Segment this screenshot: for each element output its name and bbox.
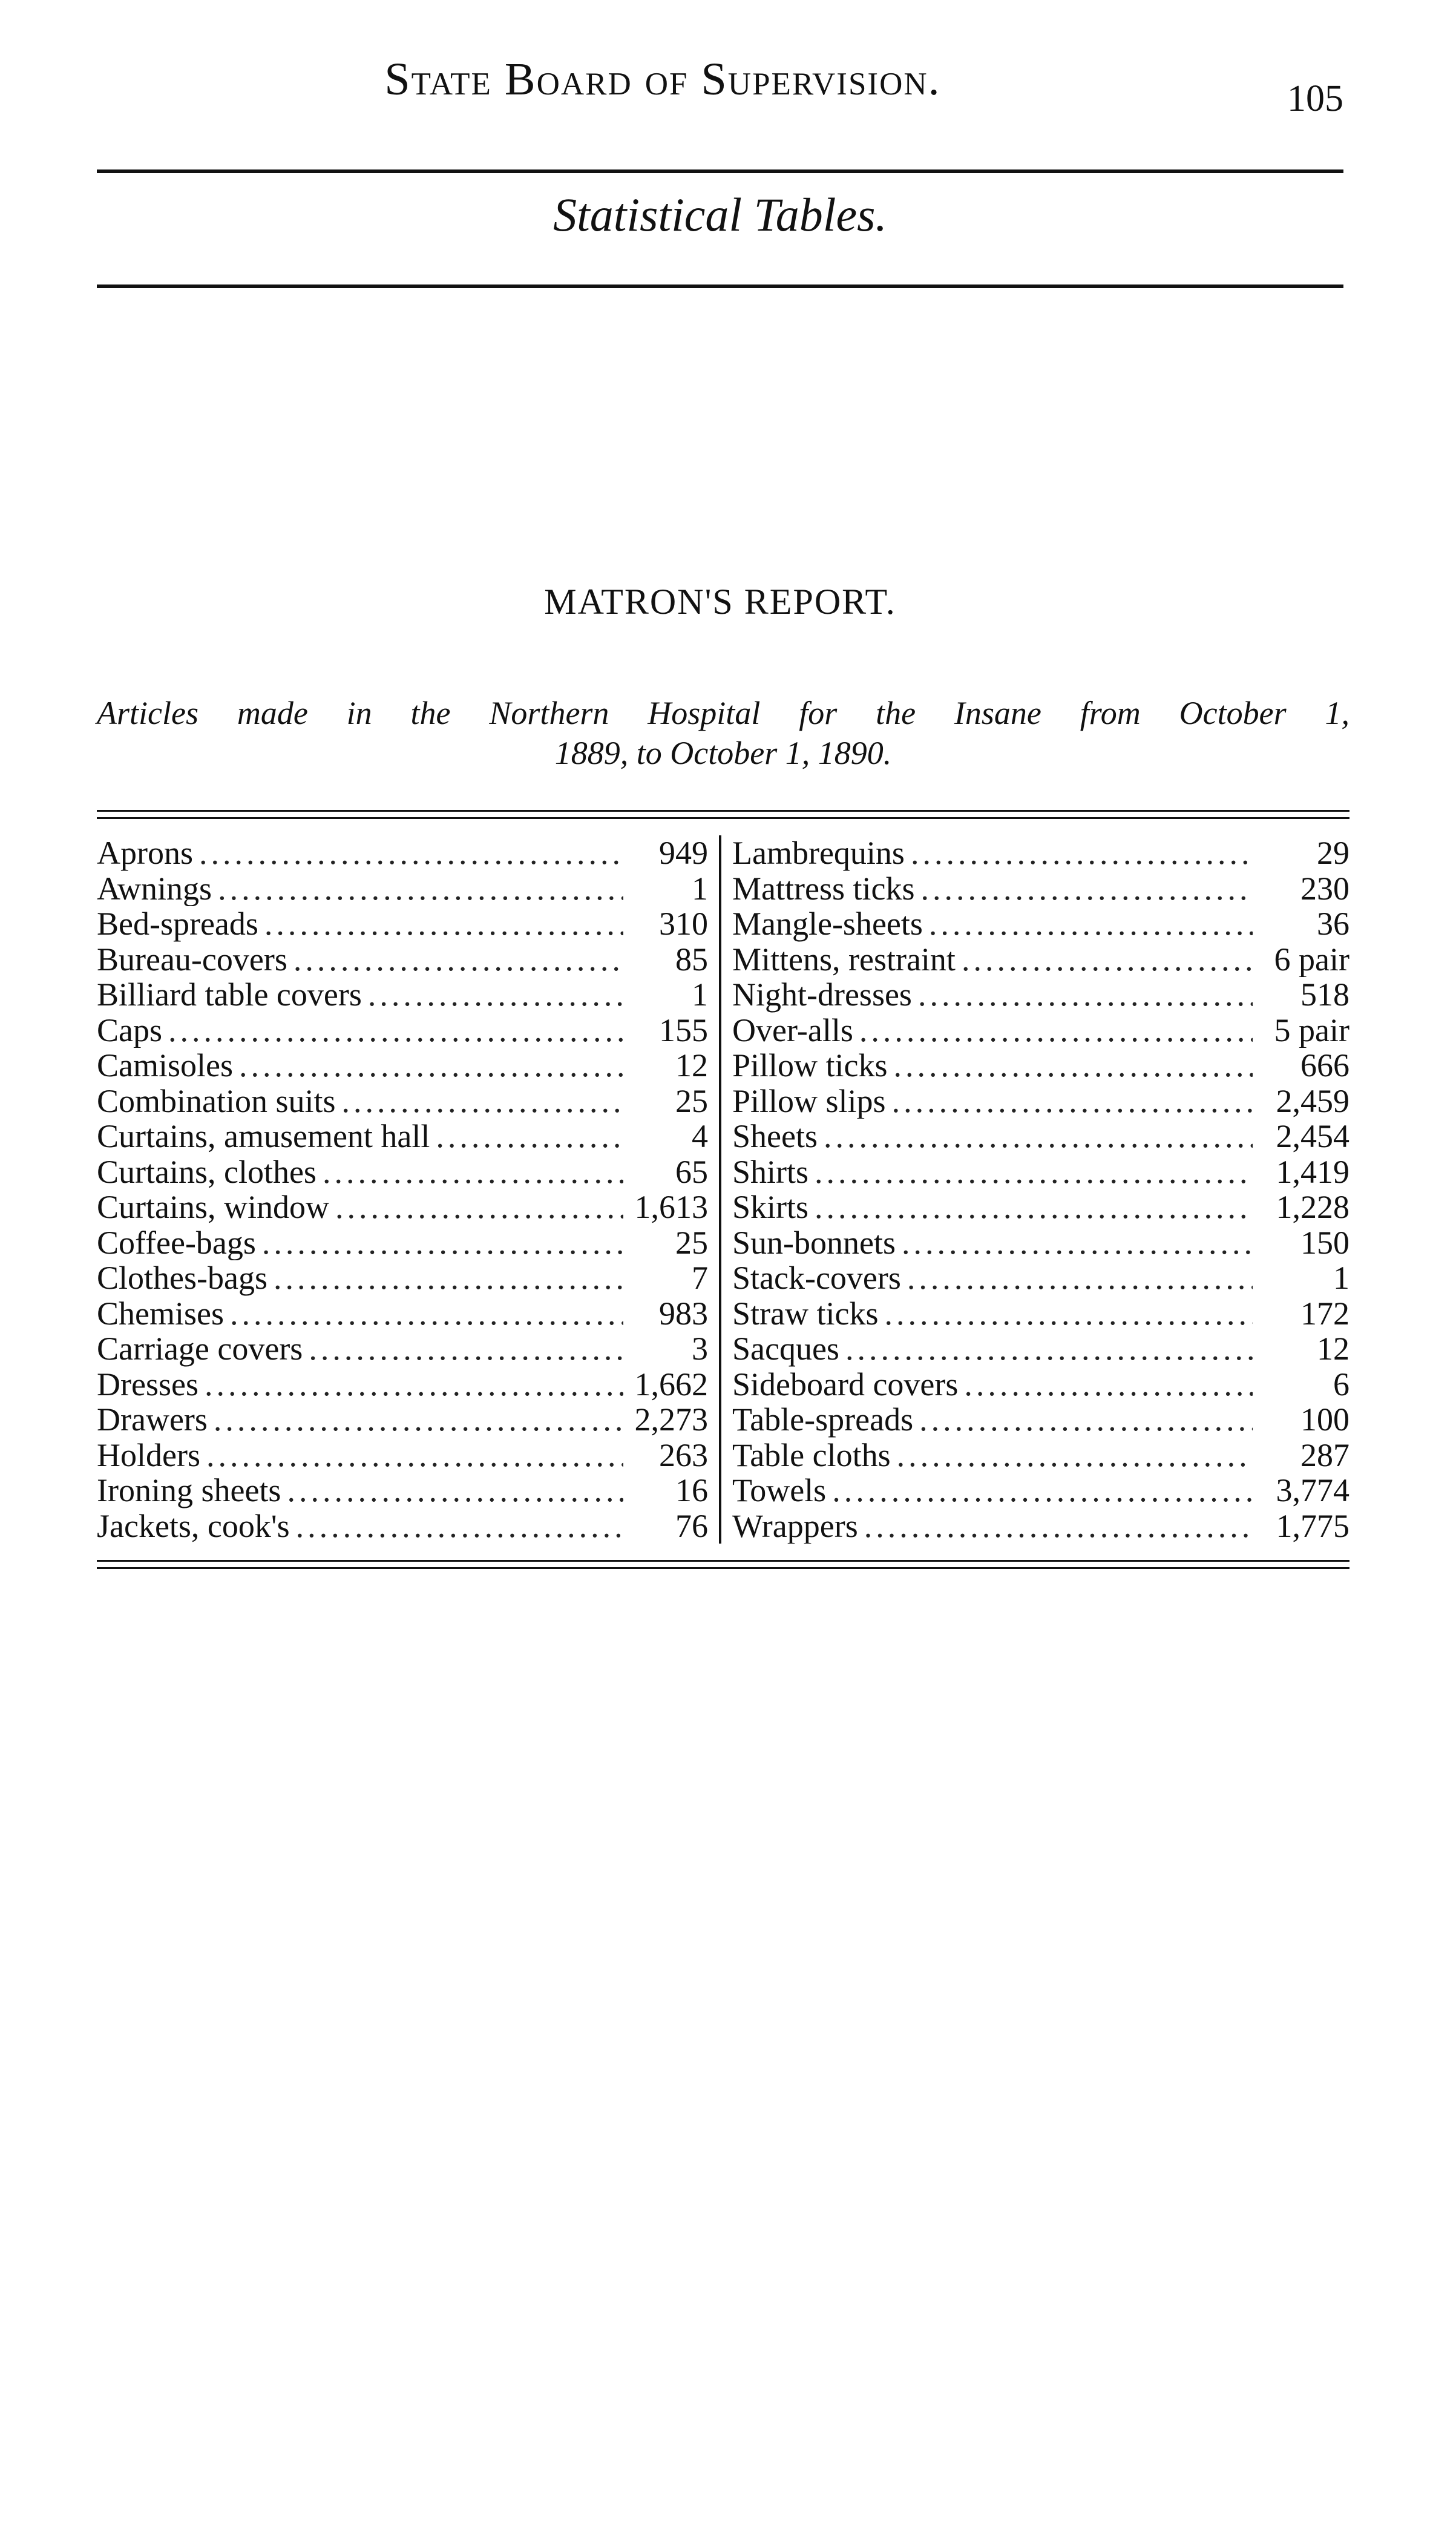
- dot-leader: [839, 1331, 1253, 1367]
- article-count: 85: [675, 941, 708, 977]
- dot-leader: [891, 1438, 1253, 1473]
- dot-leader: [287, 942, 623, 978]
- article-count: 12: [1317, 1331, 1349, 1367]
- article-name: Straw ticks: [732, 1295, 879, 1331]
- article-count: 100: [1300, 1402, 1349, 1438]
- article-count: 2,273: [634, 1402, 708, 1438]
- table-row: [97, 1084, 708, 1119]
- table-row: [732, 1048, 1349, 1084]
- header-rule-top: [97, 169, 1343, 173]
- dot-leader: [224, 1296, 623, 1332]
- dot-leader: [256, 1225, 623, 1261]
- article-count: 949: [659, 835, 708, 871]
- article-name: Table-spreads: [732, 1402, 914, 1438]
- dot-leader: [193, 835, 623, 871]
- table-rule-top-2: [97, 817, 1349, 819]
- article-count: 1: [692, 977, 708, 1013]
- table-row: [97, 1296, 708, 1332]
- table-row: [97, 942, 708, 978]
- article-count: 36: [1317, 906, 1349, 942]
- article-count: 12: [675, 1048, 708, 1084]
- table-rule-bottom-2: [97, 1567, 1349, 1569]
- article-name: Mattress ticks: [732, 870, 915, 906]
- article-count: 6: [1333, 1366, 1349, 1402]
- table-row: [97, 1331, 708, 1367]
- dot-leader: [914, 871, 1253, 907]
- article-name: Lambrequins: [732, 835, 905, 871]
- article-count: 65: [675, 1154, 708, 1189]
- article-count: 230: [1300, 870, 1349, 906]
- articles-table: [97, 835, 1349, 1550]
- article-name: Pillow ticks: [732, 1048, 888, 1084]
- article-count: 150: [1300, 1225, 1349, 1260]
- running-head: State Board of Supervision.: [384, 54, 941, 105]
- dot-leader: [808, 1189, 1253, 1225]
- article-name: Carriage covers: [97, 1331, 303, 1367]
- table-row: [97, 1225, 708, 1261]
- article-count: 3,774: [1276, 1473, 1349, 1508]
- table-row: [732, 1402, 1349, 1438]
- article-count: 310: [659, 906, 708, 942]
- dot-leader: [896, 1225, 1253, 1261]
- dot-leader: [212, 871, 623, 907]
- table-row: [97, 1438, 708, 1473]
- table-row: [732, 977, 1349, 1013]
- table-row: [97, 1367, 708, 1403]
- article-name: Pillow slips: [732, 1083, 886, 1119]
- article-count: 1,228: [1276, 1189, 1349, 1225]
- article-name: Table cloths: [732, 1437, 891, 1473]
- article-name: Jackets, cook's: [97, 1508, 290, 1544]
- table-row: [97, 1013, 708, 1048]
- table-row: [732, 1508, 1349, 1544]
- page-header: [97, 42, 1356, 119]
- dot-leader: [905, 835, 1253, 871]
- dot-leader: [901, 1260, 1253, 1296]
- table-row: [97, 1154, 708, 1190]
- table-row: [732, 835, 1349, 871]
- table-row: [732, 1260, 1349, 1296]
- article-count: 666: [1300, 1048, 1349, 1084]
- dot-leader: [912, 977, 1253, 1013]
- article-count: 2,454: [1276, 1119, 1349, 1154]
- article-name: Drawers: [97, 1402, 208, 1438]
- table-row: [732, 1438, 1349, 1473]
- article-count: 3: [692, 1331, 708, 1367]
- article-name: Shirts: [732, 1154, 809, 1189]
- column-divider: [719, 835, 721, 1544]
- table-row: [97, 906, 708, 942]
- dot-leader: [281, 1473, 623, 1508]
- dot-leader: [913, 1402, 1253, 1438]
- report-subtitle-line-1: Articles made in the Northern Hospital for the Insane from October 1,: [97, 695, 1349, 731]
- article-name: Curtains, amusement hall: [97, 1119, 430, 1154]
- article-count: 1: [692, 870, 708, 906]
- dot-leader: [923, 906, 1253, 942]
- dot-leader: [162, 1013, 623, 1048]
- article-name: Sideboard covers: [732, 1366, 959, 1402]
- article-name: Sheets: [732, 1119, 818, 1154]
- article-count: 155: [659, 1012, 708, 1048]
- table-row: [97, 1189, 708, 1225]
- article-name: Caps: [97, 1012, 162, 1048]
- article-name: Camisoles: [97, 1048, 233, 1084]
- page-number: 105: [1287, 78, 1343, 119]
- article-name: Coffee-bags: [97, 1225, 256, 1260]
- dot-leader: [336, 1084, 623, 1119]
- dot-leader: [853, 1013, 1253, 1048]
- article-count: 2,459: [1276, 1083, 1349, 1119]
- report-subtitle-line-2: 1889, to October 1, 1890.: [554, 735, 892, 771]
- dot-leader: [878, 1296, 1253, 1332]
- article-name: Combination suits: [97, 1083, 336, 1119]
- dot-leader: [198, 1367, 623, 1403]
- dot-leader: [956, 942, 1253, 978]
- article-name: Aprons: [97, 835, 193, 871]
- dot-leader: [888, 1048, 1253, 1084]
- articles-column-left: [97, 835, 708, 1544]
- article-count: 7: [692, 1260, 708, 1296]
- dot-leader: [886, 1084, 1253, 1119]
- dot-leader: [826, 1473, 1253, 1508]
- section-title: Statistical Tables.: [553, 188, 887, 241]
- article-name: Sacques: [732, 1331, 839, 1367]
- article-count: 29: [1317, 835, 1349, 871]
- article-count: 983: [659, 1295, 708, 1331]
- table-row: [97, 1473, 708, 1508]
- article-count: 1,419: [1276, 1154, 1349, 1189]
- article-count: 287: [1300, 1437, 1349, 1473]
- article-name: Billiard table covers: [97, 977, 362, 1013]
- table-row: [732, 1473, 1349, 1508]
- article-count: 172: [1300, 1295, 1349, 1331]
- article-name: Over-alls: [732, 1012, 853, 1048]
- article-name: Awnings: [97, 870, 212, 906]
- dot-leader: [818, 1119, 1253, 1154]
- article-name: Bureau-covers: [97, 941, 287, 977]
- article-name: Clothes-bags: [97, 1260, 267, 1296]
- article-name: Curtains, clothes: [97, 1154, 316, 1189]
- article-name: Ironing sheets: [97, 1473, 281, 1508]
- table-row: [97, 1260, 708, 1296]
- dot-leader: [267, 1260, 623, 1296]
- article-name: Towels: [732, 1473, 827, 1508]
- article-name: Night-dresses: [732, 977, 912, 1013]
- header-rule-bottom: [97, 285, 1343, 288]
- dot-leader: [329, 1189, 623, 1225]
- table-row: [732, 906, 1349, 942]
- article-count: 1,662: [634, 1366, 708, 1402]
- dot-leader: [303, 1331, 623, 1367]
- article-name: Dresses: [97, 1366, 198, 1402]
- report-title: MATRON'S REPORT.: [544, 582, 896, 622]
- article-count: 263: [659, 1437, 708, 1473]
- table-row: [732, 1154, 1349, 1190]
- article-name: Curtains, window: [97, 1189, 329, 1225]
- article-count: 1: [1333, 1260, 1349, 1296]
- dot-leader: [233, 1048, 623, 1084]
- table-row: [732, 1225, 1349, 1261]
- report-subtitle: [97, 693, 1349, 773]
- table-row: [97, 1119, 708, 1154]
- article-count: 25: [675, 1225, 708, 1260]
- table-row: [732, 1367, 1349, 1403]
- article-name: Mittens, restraint: [732, 941, 956, 977]
- dot-leader: [362, 977, 623, 1013]
- article-count: 25: [675, 1083, 708, 1119]
- table-row: [97, 1402, 708, 1438]
- article-count: 1,613: [634, 1189, 708, 1225]
- article-name: Skirts: [732, 1189, 809, 1225]
- table-row: [732, 1189, 1349, 1225]
- article-count: 5 pair: [1274, 1012, 1349, 1048]
- articles-column-right: [732, 835, 1349, 1544]
- table-row: [97, 977, 708, 1013]
- table-row: [732, 1013, 1349, 1048]
- table-row: [97, 835, 708, 871]
- table-row: [732, 1331, 1349, 1367]
- article-count: 518: [1300, 977, 1349, 1013]
- table-row: [97, 1048, 708, 1084]
- dot-leader: [258, 906, 623, 942]
- table-row: [732, 1119, 1349, 1154]
- article-count: 6 pair: [1274, 941, 1349, 977]
- article-name: Wrappers: [732, 1508, 858, 1544]
- article-name: Mangle-sheets: [732, 906, 923, 942]
- table-rule-bottom-1: [97, 1560, 1349, 1562]
- table-row: [732, 942, 1349, 978]
- dot-leader: [858, 1508, 1253, 1544]
- dot-leader: [316, 1154, 623, 1190]
- dot-leader: [290, 1508, 623, 1544]
- article-count: 1,775: [1276, 1508, 1349, 1544]
- dot-leader: [430, 1119, 623, 1154]
- table-row: [97, 1508, 708, 1544]
- article-name: Stack-covers: [732, 1260, 901, 1296]
- dot-leader: [808, 1154, 1253, 1190]
- dot-leader: [958, 1367, 1253, 1403]
- table-row: [732, 1296, 1349, 1332]
- dot-leader: [208, 1402, 623, 1438]
- table-row: [97, 871, 708, 907]
- dot-leader: [200, 1438, 623, 1473]
- table-row: [732, 871, 1349, 907]
- article-count: 16: [675, 1473, 708, 1508]
- article-name: Holders: [97, 1437, 200, 1473]
- article-count: 76: [675, 1508, 708, 1544]
- article-count: 4: [692, 1119, 708, 1154]
- article-name: Bed-spreads: [97, 906, 258, 942]
- table-rule-top-1: [97, 810, 1349, 812]
- article-name: Sun-bonnets: [732, 1225, 896, 1260]
- article-name: Chemises: [97, 1295, 224, 1331]
- table-row: [732, 1084, 1349, 1119]
